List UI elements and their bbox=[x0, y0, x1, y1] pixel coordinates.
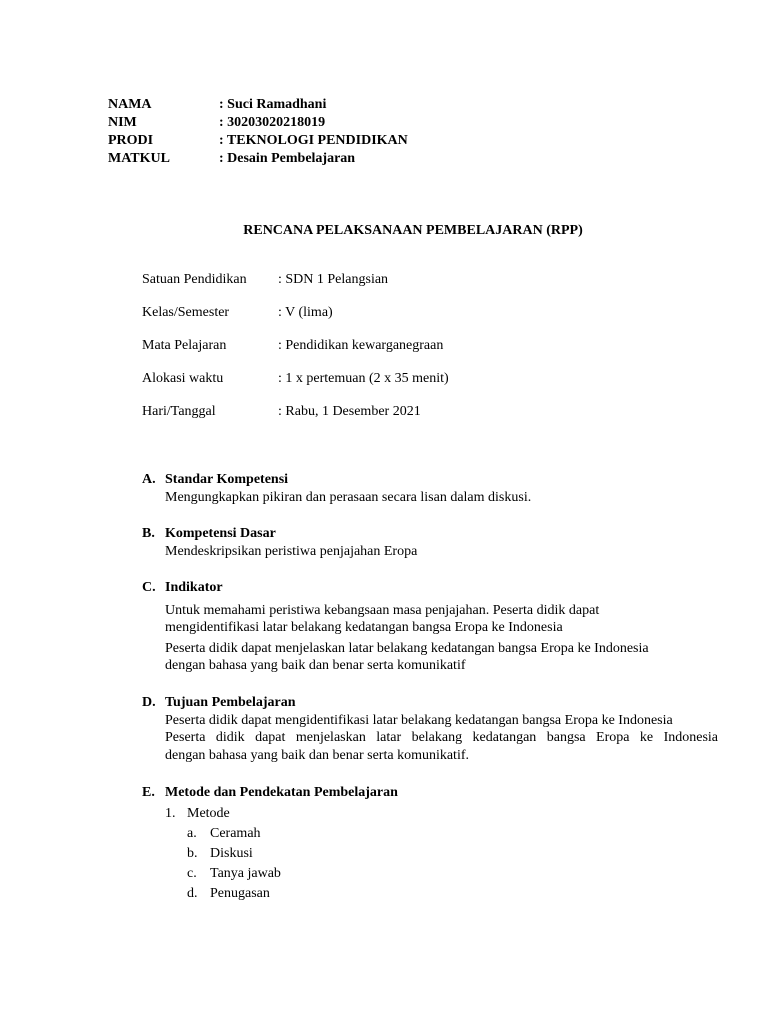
section-letter: E. bbox=[142, 785, 155, 800]
list-number: 1. bbox=[165, 805, 176, 821]
method-text: Penugasan bbox=[210, 885, 270, 901]
info-row-mapel bbox=[142, 337, 449, 370]
method-item bbox=[187, 885, 718, 905]
header-value: : Desain Pembelajaran bbox=[219, 151, 356, 166]
header-value: : TEKNOLOGI PENDIDIKAN bbox=[219, 133, 408, 148]
list-letter: c. bbox=[187, 865, 197, 881]
header-row-prodi bbox=[108, 132, 408, 150]
info-value: : Pendidikan kewarganegraan bbox=[278, 338, 444, 353]
section-body bbox=[165, 602, 718, 675]
info-label: Satuan Pendidikan bbox=[142, 272, 247, 287]
section-paragraph-line: Peserta didik dapat menjelaskan latar belakang kedatangan bangsa Eropa ke Indonesia bbox=[165, 730, 718, 745]
header-row-nim bbox=[108, 114, 408, 132]
header-label: NIM bbox=[108, 115, 137, 130]
info-row-satuan bbox=[142, 271, 449, 304]
section-paragraph-line: mengidentifikasi latar belakang kedatangan bangsa Eropa ke Indonesia bbox=[165, 620, 563, 635]
list-item-label: Metode bbox=[187, 805, 230, 821]
numbered-list bbox=[165, 805, 718, 905]
section-body bbox=[165, 489, 718, 507]
section-heading bbox=[142, 579, 718, 597]
list-letter: d. bbox=[187, 885, 198, 901]
info-value: : 1 x pertemuan (2 x 35 menit) bbox=[278, 371, 449, 386]
section-letter: D. bbox=[142, 695, 156, 710]
header-label: PRODI bbox=[108, 133, 154, 148]
method-text: Ceramah bbox=[210, 825, 261, 841]
method-item bbox=[187, 825, 718, 845]
list-letter: b. bbox=[187, 845, 198, 861]
lesson-info bbox=[142, 271, 449, 436]
section-heading bbox=[142, 784, 718, 802]
info-row-alokasi bbox=[142, 370, 449, 403]
section-heading bbox=[142, 525, 718, 543]
header-label: MATKUL bbox=[108, 151, 170, 166]
document-title: RENCANA PELAKSANAAN PEMBELAJARAN (RPP) bbox=[243, 223, 583, 238]
method-item bbox=[187, 845, 718, 865]
method-text: Tanya jawab bbox=[210, 865, 281, 881]
section-heading bbox=[142, 471, 718, 489]
section-paragraph-line: Untuk memahami peristiwa kebangsaan masa penjajahan. Peserta didik dapat bbox=[165, 602, 600, 618]
info-value: : Rabu, 1 Desember 2021 bbox=[278, 404, 421, 419]
section-metode-pendekatan bbox=[142, 784, 718, 905]
section-heading-text: Indikator bbox=[165, 580, 223, 595]
section-standar-kompetensi bbox=[142, 471, 718, 506]
section-paragraph: Mengungkapkan pikiran dan perasaan secara lisan dalam diskusi. bbox=[165, 489, 532, 505]
info-row-kelas bbox=[142, 304, 449, 337]
list-letter: a. bbox=[187, 825, 197, 841]
header-value: : 30203020218019 bbox=[219, 115, 326, 130]
section-kompetensi-dasar bbox=[142, 525, 718, 560]
header-row-nama bbox=[108, 96, 408, 114]
header-row-matkul bbox=[108, 150, 408, 168]
section-heading-text: Standar Kompetensi bbox=[165, 472, 289, 487]
section-letter: C. bbox=[142, 580, 156, 595]
info-row-tanggal bbox=[142, 403, 449, 436]
list-item bbox=[165, 805, 718, 825]
section-heading-text: Metode dan Pendekatan Pembelajaran bbox=[165, 785, 398, 800]
section-indikator bbox=[142, 579, 718, 675]
info-value: : SDN 1 Pelangsian bbox=[278, 272, 389, 287]
info-label: Kelas/Semester bbox=[142, 305, 230, 320]
section-heading-text: Kompetensi Dasar bbox=[165, 526, 276, 541]
method-text: Diskusi bbox=[210, 845, 253, 861]
section-letter: A. bbox=[142, 472, 156, 487]
header-value: : Suci Ramadhani bbox=[219, 97, 327, 112]
info-label: Alokasi waktu bbox=[142, 371, 224, 386]
student-header bbox=[108, 96, 408, 168]
section-tujuan-pembelajaran bbox=[142, 694, 718, 764]
info-label: Mata Pelajaran bbox=[142, 338, 227, 353]
info-label: Hari/Tanggal bbox=[142, 404, 216, 419]
section-paragraph-line: Peserta didik dapat menjelaskan latar belakang kedatangan bangsa Eropa ke Indonesia bbox=[165, 640, 649, 656]
header-label: NAMA bbox=[108, 97, 152, 112]
info-value: : V (lima) bbox=[278, 305, 333, 320]
section-heading-text: Tujuan Pembelajaran bbox=[165, 695, 296, 710]
method-item bbox=[187, 865, 718, 885]
section-paragraph-line: Peserta didik dapat mengidentifikasi latar belakang kedatangan bangsa Eropa ke Indonesia bbox=[165, 712, 673, 728]
section-letter: B. bbox=[142, 526, 155, 541]
section-paragraph-line: dengan bahasa yang baik dan benar serta komunikatif. bbox=[165, 747, 470, 763]
section-body bbox=[165, 543, 718, 561]
method-list bbox=[187, 825, 718, 905]
section-body bbox=[165, 712, 718, 765]
section-heading bbox=[142, 694, 718, 712]
section-paragraph-line: dengan bahasa yang baik dan benar serta komunikatif bbox=[165, 658, 466, 673]
section-paragraph: Mendeskripsikan peristiwa penjajahan Eropa bbox=[165, 543, 418, 559]
